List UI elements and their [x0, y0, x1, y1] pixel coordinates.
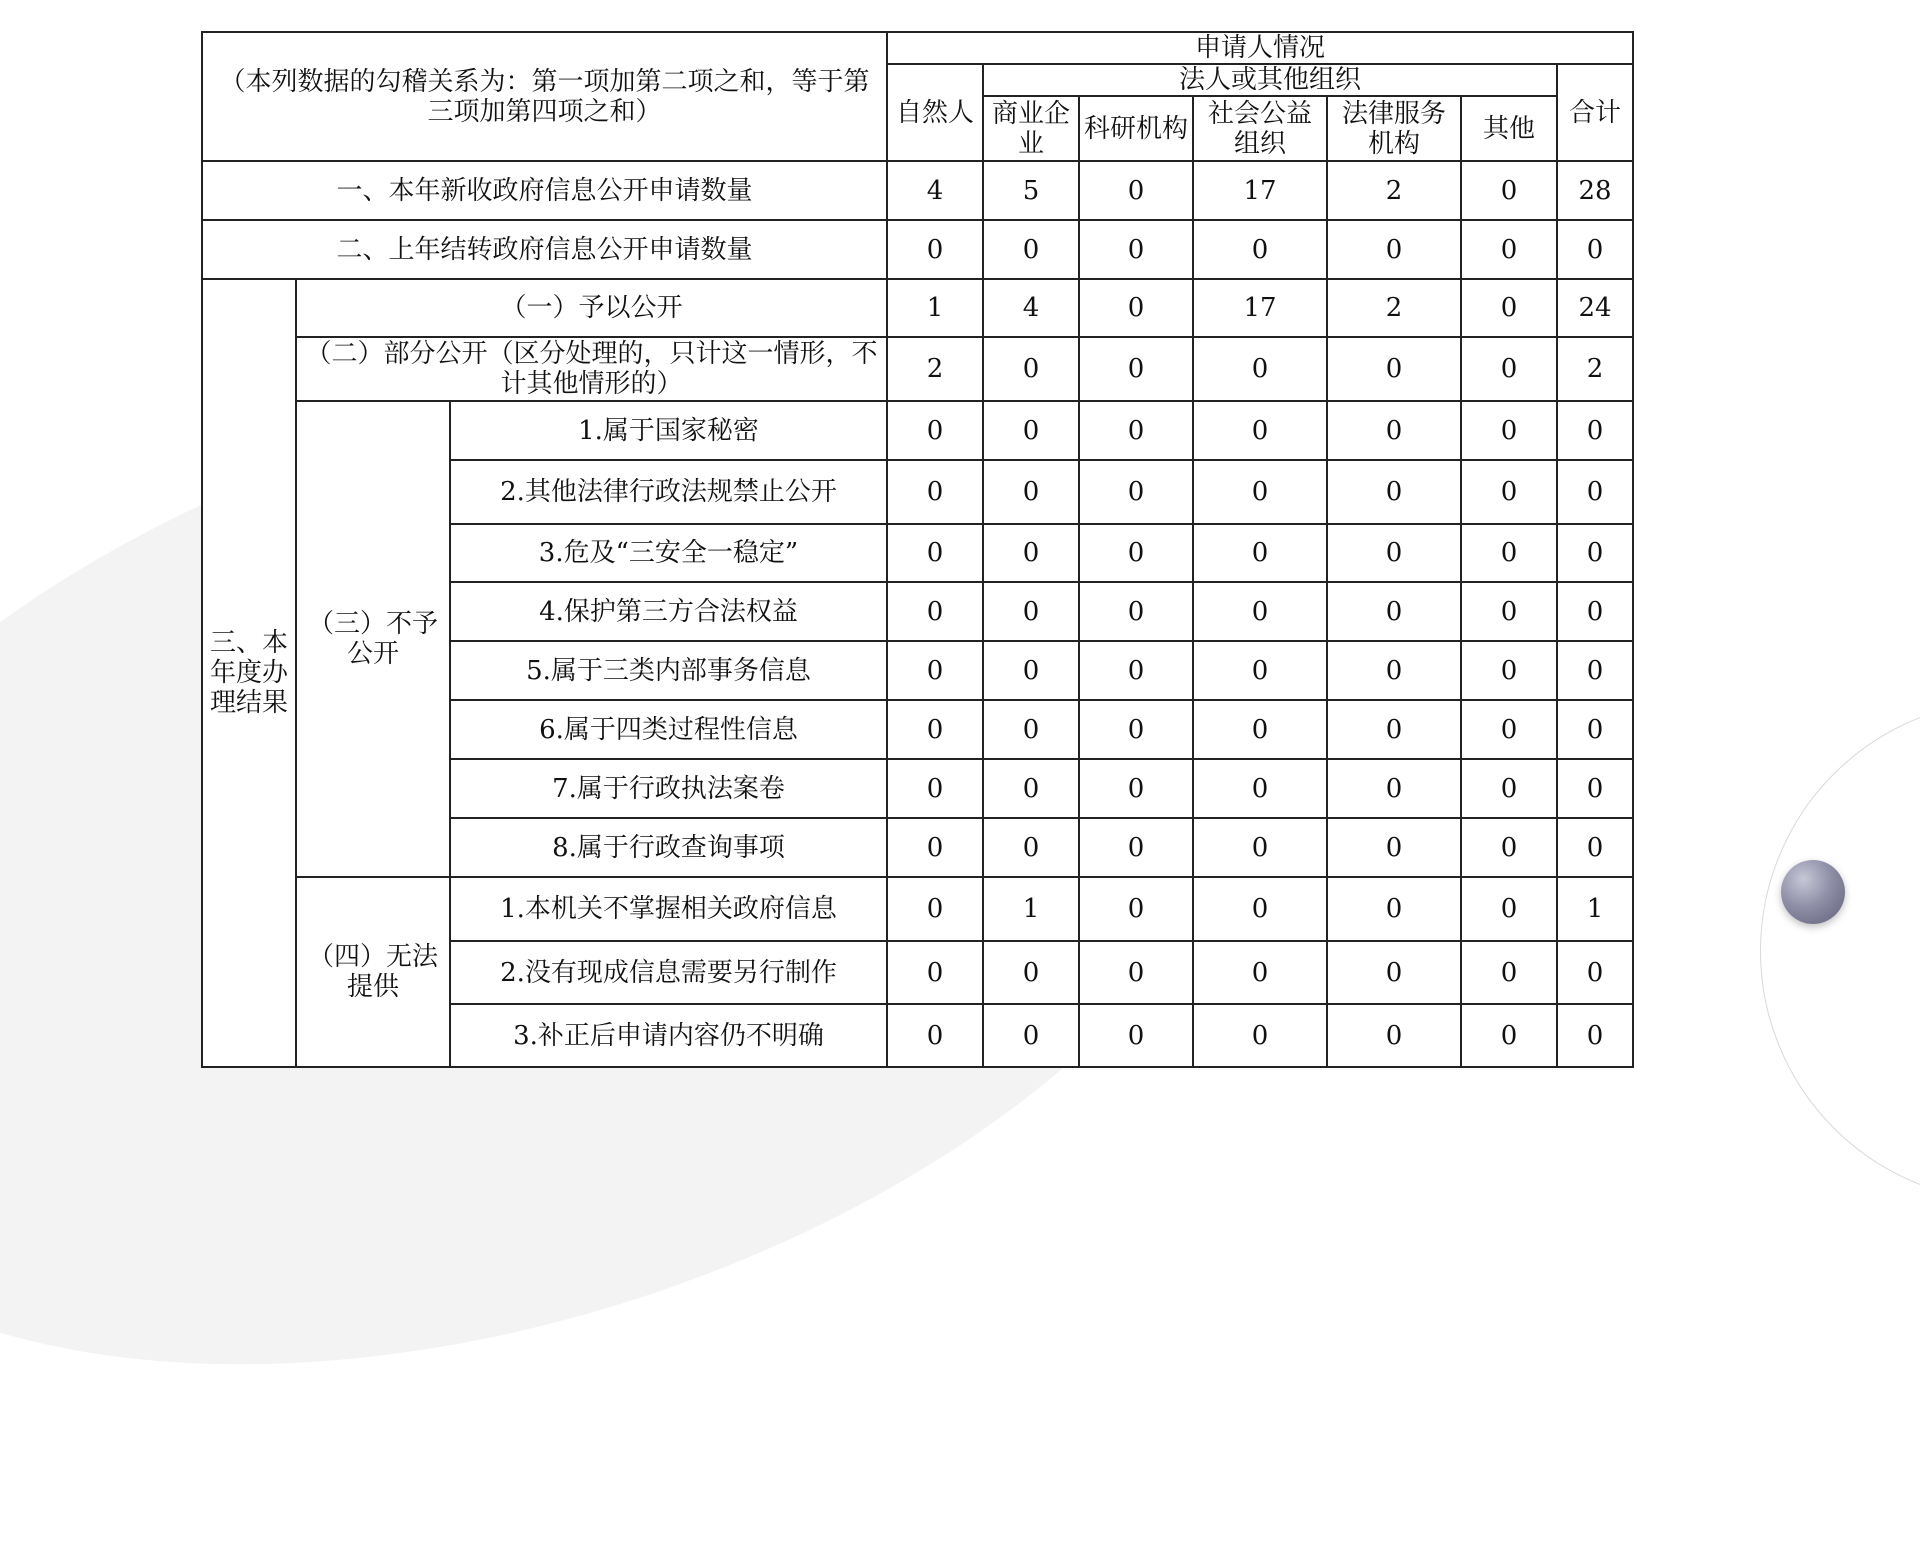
cell-value: 0 [983, 220, 1079, 279]
row-label: 8.属于行政查询事项 [450, 818, 887, 877]
column-header: 其他 [1461, 96, 1557, 161]
cell-value: 0 [1461, 641, 1557, 700]
cell-value: 0 [1557, 818, 1633, 877]
cell-value: 0 [1079, 941, 1193, 1004]
table-row [202, 877, 1633, 941]
cell-value: 0 [1079, 279, 1193, 337]
cell-value: 0 [887, 877, 983, 941]
cell-value: 0 [1461, 161, 1557, 220]
cell-value: 0 [1079, 877, 1193, 941]
cell-value: 0 [1461, 700, 1557, 759]
cell-value: 17 [1193, 161, 1327, 220]
legal-group-header: 法人或其他组织 [983, 64, 1557, 96]
cell-value: 0 [1327, 641, 1461, 700]
cell-value: 0 [1193, 941, 1327, 1004]
row-label: 一、本年新收政府信息公开申请数量 [202, 161, 887, 220]
cell-value: 0 [887, 759, 983, 818]
government-info-disclosure-table [201, 31, 1634, 1068]
column-header: 商业企业 [983, 96, 1079, 161]
cell-value: 0 [1079, 220, 1193, 279]
row-label: 1.本机关不掌握相关政府信息 [450, 877, 887, 941]
cell-value: 0 [1461, 337, 1557, 401]
row-label: （二）部分公开（区分处理的，只计这一情形，不计其他情形的） [296, 337, 887, 401]
cell-value: 0 [1079, 641, 1193, 700]
column-header: 科研机构 [1079, 96, 1193, 161]
group-label: （四）无法提供 [296, 877, 450, 1067]
cell-value: 2 [1327, 279, 1461, 337]
cell-value: 0 [887, 941, 983, 1004]
cell-value: 0 [1461, 877, 1557, 941]
cell-value: 0 [1193, 700, 1327, 759]
cell-value: 0 [1079, 337, 1193, 401]
applicant-situation-header: 申请人情况 [887, 32, 1633, 64]
cell-value: 0 [1193, 1004, 1327, 1067]
section-label: 三、本年度办理结果 [202, 279, 296, 1067]
total-header: 合计 [1557, 64, 1633, 161]
natural-person-header: 自然人 [887, 64, 983, 161]
cell-value: 0 [1327, 582, 1461, 641]
cell-value: 0 [1193, 460, 1327, 524]
cell-value: 0 [1193, 220, 1327, 279]
cell-value: 0 [1557, 941, 1633, 1004]
row-label: 6.属于四类过程性信息 [450, 700, 887, 759]
cell-value: 0 [1461, 759, 1557, 818]
cell-value: 1 [887, 279, 983, 337]
table-row [202, 279, 1633, 337]
table-note: （本列数据的勾稽关系为：第一项加第二项之和，等于第三项加第四项之和） [202, 32, 887, 161]
cell-value: 2 [887, 337, 983, 401]
cell-value: 0 [983, 1004, 1079, 1067]
cell-value: 17 [1193, 279, 1327, 337]
cell-value: 0 [1079, 524, 1193, 582]
table-row [202, 401, 1633, 460]
cell-value: 0 [983, 524, 1079, 582]
cell-value: 0 [1327, 759, 1461, 818]
cell-value: 0 [983, 460, 1079, 524]
cell-value: 0 [1193, 524, 1327, 582]
row-label: 5.属于三类内部事务信息 [450, 641, 887, 700]
cell-value: 0 [1193, 401, 1327, 460]
cell-value: 0 [1079, 700, 1193, 759]
cell-value: 0 [1079, 460, 1193, 524]
cell-value: 0 [983, 818, 1079, 877]
cell-value: 0 [1461, 941, 1557, 1004]
cell-value: 0 [1327, 1004, 1461, 1067]
row-label: 3.补正后申请内容仍不明确 [450, 1004, 887, 1067]
cell-value: 0 [1461, 582, 1557, 641]
row-label: 二、上年结转政府信息公开申请数量 [202, 220, 887, 279]
cell-value: 0 [1079, 818, 1193, 877]
column-header: 社会公益组织 [1193, 96, 1327, 161]
cell-value: 0 [1557, 524, 1633, 582]
cell-value: 0 [1461, 1004, 1557, 1067]
cell-value: 0 [1557, 759, 1633, 818]
cell-value: 0 [1193, 818, 1327, 877]
cell-value: 0 [1327, 941, 1461, 1004]
cell-value: 0 [1193, 877, 1327, 941]
cell-value: 2 [1327, 161, 1461, 220]
table-row [202, 161, 1633, 220]
cell-value: 0 [1557, 220, 1633, 279]
cell-value: 24 [1557, 279, 1633, 337]
row-label: 7.属于行政执法案卷 [450, 759, 887, 818]
row-label: 4.保护第三方合法权益 [450, 582, 887, 641]
cell-value: 0 [983, 641, 1079, 700]
cell-value: 0 [1461, 279, 1557, 337]
decorative-arc [1760, 700, 1920, 1202]
cell-value: 0 [1557, 582, 1633, 641]
row-label: 2.没有现成信息需要另行制作 [450, 941, 887, 1004]
cell-value: 0 [1079, 759, 1193, 818]
cell-value: 5 [983, 161, 1079, 220]
group-label: （三）不予公开 [296, 401, 450, 877]
cell-value: 0 [1327, 818, 1461, 877]
cell-value: 0 [1079, 582, 1193, 641]
column-header: 法律服务机构 [1327, 96, 1461, 161]
cell-value: 0 [1557, 700, 1633, 759]
cell-value: 0 [1557, 460, 1633, 524]
cell-value: 0 [1079, 401, 1193, 460]
cell-value: 1 [1557, 877, 1633, 941]
cell-value: 0 [1461, 401, 1557, 460]
cell-value: 28 [1557, 161, 1633, 220]
cell-value: 0 [983, 582, 1079, 641]
cell-value: 0 [983, 337, 1079, 401]
cell-value: 0 [887, 401, 983, 460]
cell-value: 0 [1079, 161, 1193, 220]
cell-value: 0 [887, 582, 983, 641]
cell-value: 0 [983, 401, 1079, 460]
table-row [202, 220, 1633, 279]
cell-value: 0 [1557, 1004, 1633, 1067]
cell-value: 0 [983, 700, 1079, 759]
row-label: （一）予以公开 [296, 279, 887, 337]
cell-value: 4 [983, 279, 1079, 337]
cell-value: 0 [1079, 1004, 1193, 1067]
cell-value: 0 [1193, 582, 1327, 641]
cell-value: 0 [1327, 337, 1461, 401]
cell-value: 0 [1461, 524, 1557, 582]
cell-value: 0 [887, 460, 983, 524]
row-label: 3.危及“三安全一稳定” [450, 524, 887, 582]
cell-value: 0 [887, 1004, 983, 1067]
cell-value: 0 [1193, 759, 1327, 818]
cell-value: 1 [983, 877, 1079, 941]
cell-value: 0 [1327, 877, 1461, 941]
cell-value: 0 [1461, 220, 1557, 279]
table-row [202, 337, 1633, 401]
cell-value: 0 [1327, 220, 1461, 279]
cell-value: 0 [1327, 460, 1461, 524]
cell-value: 0 [1461, 460, 1557, 524]
cell-value: 0 [1327, 524, 1461, 582]
cell-value: 0 [887, 818, 983, 877]
cell-value: 0 [887, 220, 983, 279]
cell-value: 0 [887, 641, 983, 700]
cell-value: 0 [1193, 641, 1327, 700]
row-label: 2.其他法律行政法规禁止公开 [450, 460, 887, 524]
cell-value: 0 [1557, 641, 1633, 700]
cell-value: 0 [983, 941, 1079, 1004]
cell-value: 0 [983, 759, 1079, 818]
cell-value: 4 [887, 161, 983, 220]
cell-value: 0 [887, 700, 983, 759]
cell-value: 0 [1557, 401, 1633, 460]
cell-value: 0 [1327, 401, 1461, 460]
cell-value: 0 [887, 524, 983, 582]
cell-value: 0 [1193, 337, 1327, 401]
row-label: 1.属于国家秘密 [450, 401, 887, 460]
decorative-orb [1781, 860, 1845, 924]
cell-value: 0 [1327, 700, 1461, 759]
cell-value: 0 [1461, 818, 1557, 877]
cell-value: 2 [1557, 337, 1633, 401]
